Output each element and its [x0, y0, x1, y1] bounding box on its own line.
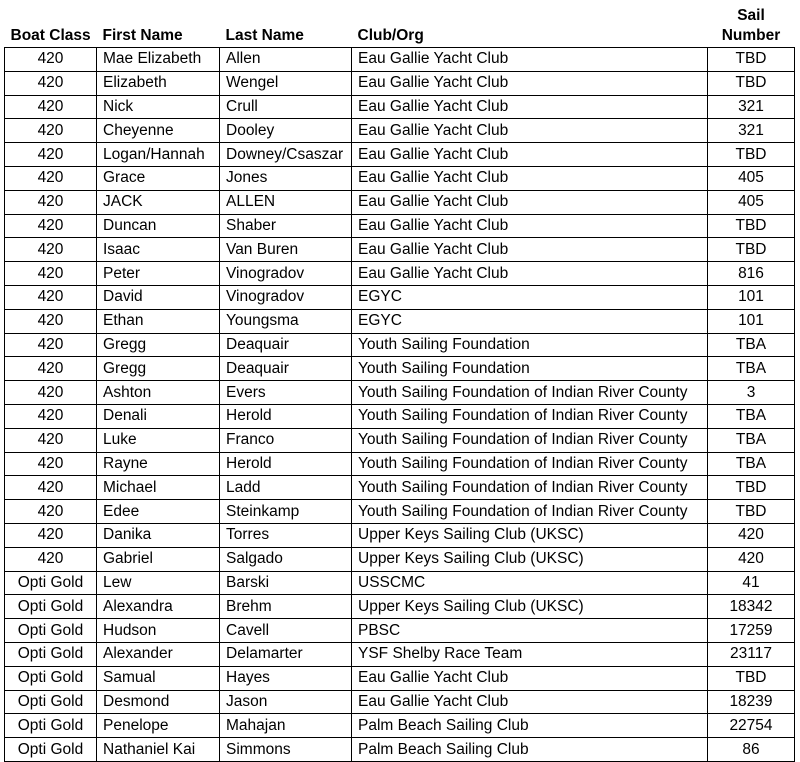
cell-last-name: Cavell: [220, 619, 352, 643]
table-row: [5, 285, 795, 309]
cell-last-name: Simmons: [220, 738, 352, 762]
cell-last-name: Deaquair: [220, 357, 352, 381]
cell-boat-class: 420: [5, 190, 97, 214]
table-row: [5, 262, 795, 286]
cell-first-name: Lew: [97, 571, 220, 595]
cell-boat-class: Opti Gold: [5, 690, 97, 714]
cell-first-name: Cheyenne: [97, 119, 220, 143]
cell-last-name: Mahajan: [220, 714, 352, 738]
cell-sail-number: TBD: [708, 238, 795, 262]
cell-sail-number: 405: [708, 166, 795, 190]
table-row: [5, 166, 795, 190]
cell-club: PBSC: [352, 619, 708, 643]
cell-boat-class: 420: [5, 523, 97, 547]
cell-first-name: Nick: [97, 95, 220, 119]
cell-last-name: Allen: [220, 48, 352, 72]
cell-first-name: Michael: [97, 476, 220, 500]
header-sail-line2: Number: [721, 27, 781, 44]
cell-last-name: Franco: [220, 428, 352, 452]
cell-boat-class: 420: [5, 428, 97, 452]
cell-boat-class: 420: [5, 95, 97, 119]
cell-boat-class: 420: [5, 333, 97, 357]
table-row: [5, 190, 795, 214]
cell-sail-number: 41: [708, 571, 795, 595]
cell-boat-class: Opti Gold: [5, 571, 97, 595]
cell-last-name: Youngsma: [220, 309, 352, 333]
header-last-name: Last Name: [220, 2, 352, 48]
table-row: [5, 48, 795, 72]
cell-first-name: David: [97, 285, 220, 309]
cell-last-name: Hayes: [220, 666, 352, 690]
table-row: [5, 738, 795, 762]
cell-first-name: Ethan: [97, 309, 220, 333]
cell-sail-number: TBA: [708, 357, 795, 381]
table-body: [5, 48, 795, 762]
cell-boat-class: Opti Gold: [5, 666, 97, 690]
cell-sail-number: TBA: [708, 404, 795, 428]
cell-first-name: Ashton: [97, 381, 220, 405]
header-first-name: First Name: [97, 2, 220, 48]
cell-sail-number: TBA: [708, 428, 795, 452]
cell-boat-class: 420: [5, 500, 97, 524]
cell-sail-number: 420: [708, 547, 795, 571]
cell-first-name: Peter: [97, 262, 220, 286]
table-row: [5, 357, 795, 381]
cell-sail-number: 17259: [708, 619, 795, 643]
table-row: [5, 71, 795, 95]
cell-sail-number: 23117: [708, 642, 795, 666]
header-sail-line1: Sail: [737, 7, 765, 24]
cell-club: Palm Beach Sailing Club: [352, 714, 708, 738]
table-row: [5, 642, 795, 666]
header-row: [5, 2, 795, 48]
cell-last-name: Delamarter: [220, 642, 352, 666]
header-sail-number: [708, 2, 795, 48]
cell-boat-class: 420: [5, 476, 97, 500]
cell-first-name: Rayne: [97, 452, 220, 476]
cell-boat-class: 420: [5, 119, 97, 143]
cell-first-name: Grace: [97, 166, 220, 190]
cell-first-name: Gabriel: [97, 547, 220, 571]
cell-last-name: Torres: [220, 523, 352, 547]
cell-sail-number: TBD: [708, 71, 795, 95]
cell-sail-number: TBD: [708, 143, 795, 167]
cell-last-name: Evers: [220, 381, 352, 405]
table-row: [5, 428, 795, 452]
header-club: Club/Org: [352, 2, 708, 48]
cell-boat-class: 420: [5, 166, 97, 190]
cell-first-name: Mae Elizabeth: [97, 48, 220, 72]
cell-first-name: Gregg: [97, 333, 220, 357]
cell-club: Youth Sailing Foundation of Indian River County: [352, 404, 708, 428]
table-row: [5, 381, 795, 405]
cell-last-name: Downey/Csaszar: [220, 143, 352, 167]
table-row: [5, 404, 795, 428]
cell-club: Eau Gallie Yacht Club: [352, 95, 708, 119]
cell-last-name: Crull: [220, 95, 352, 119]
cell-boat-class: 420: [5, 285, 97, 309]
table-row: [5, 95, 795, 119]
registrant-table: [4, 2, 795, 762]
cell-sail-number: 816: [708, 262, 795, 286]
cell-sail-number: 405: [708, 190, 795, 214]
cell-boat-class: 420: [5, 71, 97, 95]
cell-club: Youth Sailing Foundation: [352, 333, 708, 357]
cell-first-name: JACK: [97, 190, 220, 214]
cell-sail-number: 22754: [708, 714, 795, 738]
cell-sail-number: 101: [708, 309, 795, 333]
cell-last-name: Van Buren: [220, 238, 352, 262]
cell-boat-class: Opti Gold: [5, 642, 97, 666]
cell-club: Eau Gallie Yacht Club: [352, 119, 708, 143]
table-row: [5, 238, 795, 262]
cell-club: Youth Sailing Foundation of Indian River County: [352, 500, 708, 524]
cell-sail-number: 18239: [708, 690, 795, 714]
cell-club: Eau Gallie Yacht Club: [352, 166, 708, 190]
cell-sail-number: 321: [708, 119, 795, 143]
cell-first-name: Elizabeth: [97, 71, 220, 95]
table-row: [5, 571, 795, 595]
cell-last-name: Dooley: [220, 119, 352, 143]
cell-first-name: Alexander: [97, 642, 220, 666]
table-row: [5, 143, 795, 167]
cell-last-name: Herold: [220, 452, 352, 476]
cell-boat-class: Opti Gold: [5, 595, 97, 619]
cell-club: YSF Shelby Race Team: [352, 642, 708, 666]
table-row: [5, 476, 795, 500]
cell-sail-number: 86: [708, 738, 795, 762]
cell-first-name: Nathaniel Kai: [97, 738, 220, 762]
cell-club: Youth Sailing Foundation of Indian River County: [352, 381, 708, 405]
table-row: [5, 619, 795, 643]
table-row: [5, 714, 795, 738]
cell-last-name: Vinogradov: [220, 285, 352, 309]
cell-club: Eau Gallie Yacht Club: [352, 238, 708, 262]
cell-first-name: Danika: [97, 523, 220, 547]
cell-boat-class: 420: [5, 452, 97, 476]
table-header: [5, 2, 795, 48]
cell-club: Eau Gallie Yacht Club: [352, 143, 708, 167]
cell-boat-class: 420: [5, 48, 97, 72]
cell-club: Palm Beach Sailing Club: [352, 738, 708, 762]
cell-club: EGYC: [352, 309, 708, 333]
cell-club: Eau Gallie Yacht Club: [352, 262, 708, 286]
header-boat-class: Boat Class: [5, 2, 97, 48]
cell-club: Eau Gallie Yacht Club: [352, 690, 708, 714]
cell-first-name: Desmond: [97, 690, 220, 714]
cell-sail-number: 3: [708, 381, 795, 405]
cell-sail-number: 321: [708, 95, 795, 119]
cell-last-name: Barski: [220, 571, 352, 595]
cell-sail-number: TBD: [708, 476, 795, 500]
cell-sail-number: TBD: [708, 666, 795, 690]
cell-boat-class: 420: [5, 262, 97, 286]
cell-last-name: Vinogradov: [220, 262, 352, 286]
cell-club: Youth Sailing Foundation of Indian River County: [352, 476, 708, 500]
cell-club: Upper Keys Sailing Club (UKSC): [352, 595, 708, 619]
cell-last-name: Herold: [220, 404, 352, 428]
table-row: [5, 309, 795, 333]
cell-sail-number: TBA: [708, 333, 795, 357]
cell-boat-class: 420: [5, 214, 97, 238]
cell-sail-number: TBD: [708, 214, 795, 238]
cell-first-name: Edee: [97, 500, 220, 524]
cell-club: Eau Gallie Yacht Club: [352, 48, 708, 72]
cell-first-name: Logan/Hannah: [97, 143, 220, 167]
cell-club: Upper Keys Sailing Club (UKSC): [352, 547, 708, 571]
table-row: [5, 119, 795, 143]
table-row: [5, 595, 795, 619]
cell-boat-class: 420: [5, 357, 97, 381]
cell-club: Youth Sailing Foundation of Indian River County: [352, 428, 708, 452]
table-row: [5, 523, 795, 547]
table-row: [5, 690, 795, 714]
cell-last-name: Shaber: [220, 214, 352, 238]
cell-last-name: Ladd: [220, 476, 352, 500]
cell-boat-class: Opti Gold: [5, 619, 97, 643]
table-row: [5, 500, 795, 524]
table-row: [5, 214, 795, 238]
cell-club: Youth Sailing Foundation of Indian River County: [352, 452, 708, 476]
cell-club: Eau Gallie Yacht Club: [352, 666, 708, 690]
cell-sail-number: TBD: [708, 500, 795, 524]
cell-sail-number: 420: [708, 523, 795, 547]
cell-boat-class: 420: [5, 309, 97, 333]
table-row: [5, 547, 795, 571]
cell-boat-class: 420: [5, 143, 97, 167]
cell-last-name: Jason: [220, 690, 352, 714]
cell-boat-class: 420: [5, 547, 97, 571]
cell-club: Youth Sailing Foundation: [352, 357, 708, 381]
cell-boat-class: 420: [5, 381, 97, 405]
cell-first-name: Isaac: [97, 238, 220, 262]
cell-boat-class: Opti Gold: [5, 738, 97, 762]
cell-club: Eau Gallie Yacht Club: [352, 71, 708, 95]
cell-last-name: Wengel: [220, 71, 352, 95]
cell-last-name: Salgado: [220, 547, 352, 571]
cell-first-name: Alexandra: [97, 595, 220, 619]
cell-sail-number: TBA: [708, 452, 795, 476]
cell-boat-class: Opti Gold: [5, 714, 97, 738]
cell-club: Eau Gallie Yacht Club: [352, 214, 708, 238]
cell-club: Upper Keys Sailing Club (UKSC): [352, 523, 708, 547]
cell-last-name: ALLEN: [220, 190, 352, 214]
cell-club: EGYC: [352, 285, 708, 309]
cell-first-name: Luke: [97, 428, 220, 452]
cell-boat-class: 420: [5, 238, 97, 262]
table-row: [5, 666, 795, 690]
cell-first-name: Duncan: [97, 214, 220, 238]
cell-first-name: Gregg: [97, 357, 220, 381]
cell-boat-class: 420: [5, 404, 97, 428]
cell-club: USSCMC: [352, 571, 708, 595]
cell-first-name: Hudson: [97, 619, 220, 643]
cell-last-name: Jones: [220, 166, 352, 190]
cell-sail-number: 18342: [708, 595, 795, 619]
table-row: [5, 452, 795, 476]
cell-club: Eau Gallie Yacht Club: [352, 190, 708, 214]
cell-last-name: Brehm: [220, 595, 352, 619]
table-row: [5, 333, 795, 357]
cell-first-name: Penelope: [97, 714, 220, 738]
cell-first-name: Denali: [97, 404, 220, 428]
cell-sail-number: 101: [708, 285, 795, 309]
cell-sail-number: TBD: [708, 48, 795, 72]
cell-first-name: Samual: [97, 666, 220, 690]
cell-last-name: Steinkamp: [220, 500, 352, 524]
cell-last-name: Deaquair: [220, 333, 352, 357]
